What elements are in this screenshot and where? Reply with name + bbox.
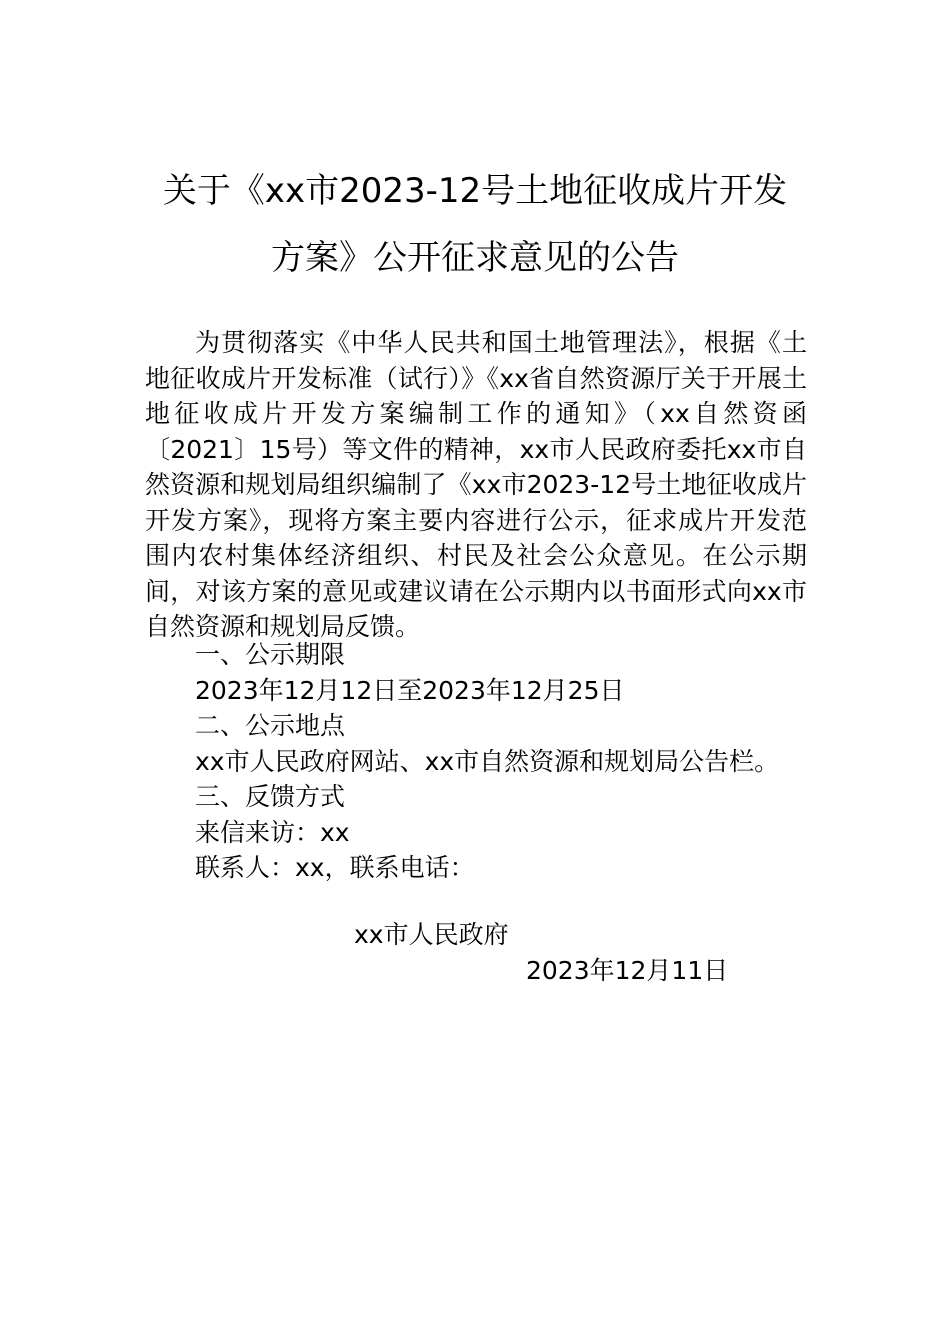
section-heading-period: 一、公示期限	[195, 640, 346, 669]
document-title-line-1: 关于《xx市2023-12号土地征收成片开发	[162, 171, 788, 211]
section-heading-location: 二、公示地点	[195, 711, 346, 740]
document-title-line-2: 方案》公开征求意见的公告	[271, 238, 679, 278]
signature-date: 2023年12月11日	[526, 956, 729, 985]
feedback-contact-info: 联系人：xx，联系电话：	[195, 853, 475, 882]
section-content-period: 2023年12月12日至2023年12月25日	[195, 676, 625, 705]
intro-paragraph: 为贯彻落实《中华人民共和国土地管理法》，根据《土地征收成片开发标准（试行）》《xx省自然资源厅关于开展土地征收成片开发方案编制工作的通知》（xx自然资函〔2021〕15号）等文件的精神，xx市人民政府委托xx市自然资源和规划局组织编制了《xx市2023-12号土地征收成片开发方案》，现将方案主要内容进行公示，征求成片开发范围内农村集体经济组织、村民及社会公众意见。在公示期间，对该方案的意见或建议请在公示期内以书面形式向xx市自然资源和规划局反馈。	[145, 328, 807, 641]
feedback-visit-info: 来信来访：xx	[195, 818, 350, 847]
section-content-location: xx市人民政府网站、xx市自然资源和规划局公告栏。	[195, 747, 780, 776]
signature-organization: xx市人民政府	[354, 920, 509, 949]
section-heading-feedback: 三、反馈方式	[195, 782, 346, 811]
